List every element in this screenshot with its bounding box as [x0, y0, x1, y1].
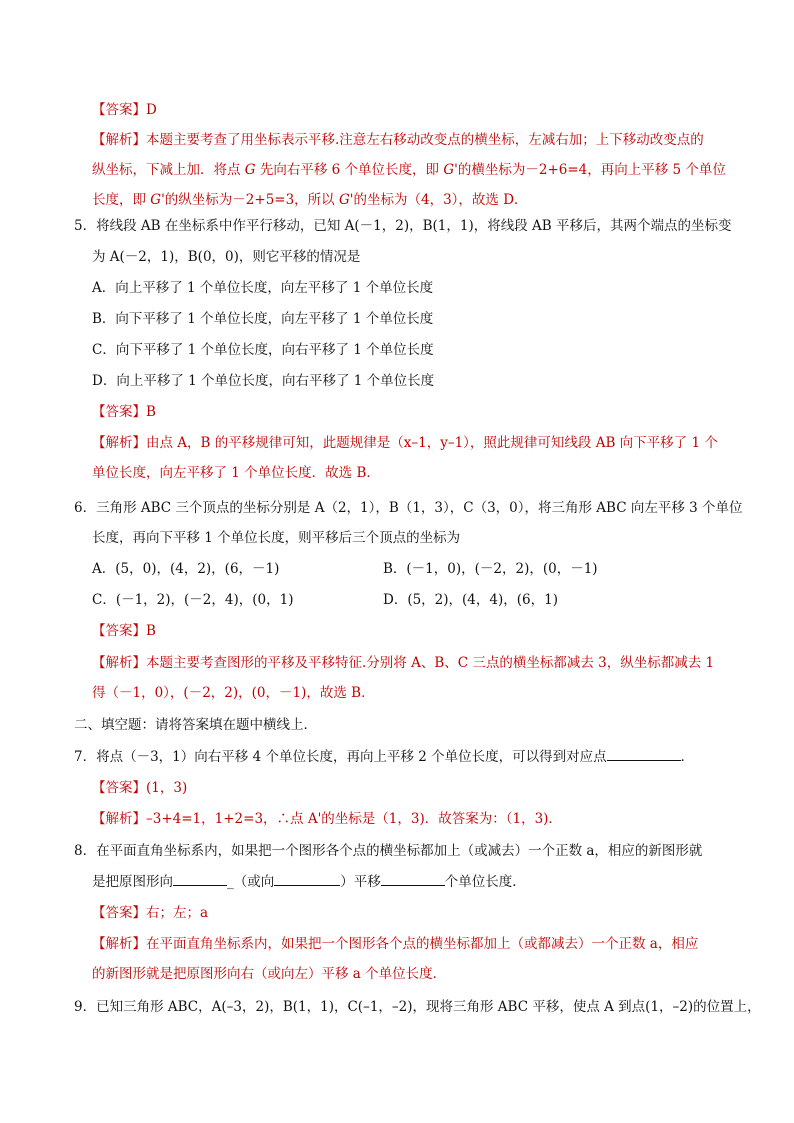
option-c — [92, 591, 293, 609]
analysis-line — [92, 684, 375, 702]
question-text: 三角形 ABC 三个顶点的坐标分别是 A（2，1），B（1，3），C（3，0），将三角形 ABC 向左平移 3 个单位 — [96, 500, 743, 516]
question-number: 7． — [74, 749, 97, 765]
question-number: 6． — [74, 500, 97, 516]
answer-line-5 — [92, 403, 156, 421]
option-text: B．(－1，0)，(－2，2)，(0，－1) — [383, 561, 598, 577]
option-c — [92, 341, 434, 359]
section-heading — [74, 716, 317, 734]
question-number: 8． — [74, 843, 97, 859]
analysis-text: G' — [338, 192, 354, 208]
question-text: 个单位长度． — [444, 874, 526, 890]
analysis-line — [92, 161, 726, 179]
analysis-text: 本题主要考查了用坐标表示平移.注意左右移动改变点的横坐标，左减右加；上下移动改变点的 — [146, 132, 704, 148]
option-text: D．向上平移了 1 个单位长度，向右平移了 1 个单位长度 — [92, 373, 435, 389]
answer-value: D — [146, 102, 157, 118]
option-b — [383, 560, 598, 578]
answer-value: B — [146, 404, 156, 420]
option-d — [92, 372, 434, 390]
question-text: ． — [680, 749, 695, 765]
answer-tag: 【答案】 — [92, 780, 146, 796]
answer-line-4 — [92, 101, 157, 119]
analysis-line — [92, 810, 562, 828]
option-text: D．(5，2)，(4，4)，(6，1) — [383, 592, 558, 608]
analysis-line — [92, 434, 718, 452]
question-5-stem-cont — [92, 248, 360, 266]
option-text: A．(5，0)，(4，2)，(6，－1) — [92, 561, 280, 577]
analysis-text: 单位长度，向左平移了 1 个单位长度．故选 B． — [92, 465, 380, 481]
analysis-text: 得（－1，0），(－2，2)，(0，－1)，故选 B． — [92, 685, 375, 701]
question-text: ）平移 — [340, 874, 381, 890]
option-text: C．向下平移了 1 个单位长度，向右平移了 1 个单位长度 — [92, 342, 434, 358]
section-title: 二、填空题：请将答案填在题中横线上． — [74, 717, 317, 733]
question-text: 已知三角形 ABC，A(–3，2)，B(1，1)，C(–1，–2)，现将三角形 ABC 平移，使点 A 到点(1，–2)的位置上， — [96, 999, 761, 1015]
answer-value: (1，3) — [146, 780, 188, 796]
analysis-text: G — [244, 162, 256, 178]
question-8-stem-cont — [92, 873, 526, 891]
question-number: 5． — [74, 218, 97, 234]
option-a — [92, 560, 279, 578]
answer-line-7 — [92, 779, 187, 797]
answer-blank[interactable] — [274, 873, 340, 886]
analysis-tag: 【解析】 — [92, 132, 146, 148]
analysis-line — [92, 191, 528, 209]
answer-line-6 — [92, 622, 156, 640]
analysis-text: G' — [443, 162, 458, 178]
answer-blank[interactable] — [607, 748, 681, 761]
option-text: B．向下平移了 1 个单位长度，向左平移了 1 个单位长度 — [92, 311, 434, 327]
option-text: C．(－1，2)，(－2，4)，(0，1) — [92, 592, 294, 608]
analysis-text: –3+4=1，1+2=3，∴点 A'的坐标是（1，3)．故答案为：（1，3)． — [146, 811, 562, 827]
answer-blank[interactable] — [381, 873, 445, 886]
option-a — [92, 279, 433, 297]
analysis-text: 的新图形就是把原图形向右（或向左）平移 a 个单位长度． — [92, 966, 447, 982]
question-6-stem — [74, 499, 743, 517]
question-text: _（或向 — [227, 874, 275, 890]
question-text: 长度，再向下平移 1 个单位长度，则平移后三个顶点的坐标为 — [92, 530, 461, 546]
analysis-tag: 【解析】 — [92, 655, 146, 671]
analysis-text: 在平面直角坐标系内，如果把一个图形各个点的横坐标都加上（或都减去）一个正数 a，相应 — [146, 936, 699, 952]
analysis-text: 纵坐标，下减上加．将点 — [92, 162, 245, 178]
analysis-line — [92, 464, 380, 482]
answer-value: B — [146, 623, 156, 639]
answer-line-8 — [92, 904, 208, 922]
question-text: 是把原图形向 — [92, 874, 173, 890]
question-text: 为 A(－2，1)，B(0，0)，则它平移的情况是 — [92, 249, 361, 265]
analysis-text: G' — [150, 192, 165, 208]
answer-tag: 【答案】 — [92, 404, 146, 420]
answer-tag: 【答案】 — [92, 905, 146, 921]
question-9-stem — [74, 998, 761, 1016]
analysis-text: 由点 A，B 的平移规律可知，此题规律是（x–1，y–1），照此规律可知线段 AB 向下平移了 1 个 — [146, 435, 718, 451]
analysis-text: 的纵坐标为－2+5=3，所以 — [164, 192, 339, 208]
analysis-tag: 【解析】 — [92, 811, 146, 827]
question-text: 在平面直角坐标系内，如果把一个图形各个点的横坐标都加上（或减去）一个正数 a，相应的新图形就 — [96, 843, 703, 859]
analysis-line — [92, 131, 704, 149]
answer-tag: 【答案】 — [92, 102, 146, 118]
analysis-text: 的坐标为（4，3），故选 D． — [353, 192, 528, 208]
analysis-line — [92, 935, 698, 953]
question-number: 9． — [74, 999, 97, 1015]
option-text: A．向上平移了 1 个单位长度，向左平移了 1 个单位长度 — [92, 280, 434, 296]
analysis-text: 的横坐标为－2+6=4，再向上平移 5 个单位 — [457, 162, 726, 178]
question-8-stem — [74, 842, 702, 860]
analysis-text: 本题主要考查图形的平移及平移特征.分别将 A、B、C 三点的横坐标都减去 3，纵坐标都减去 1 — [146, 655, 715, 671]
question-5-stem — [74, 217, 731, 235]
question-text: 将点（－3，1）向右平移 4 个单位长度，再向上平移 2 个单位长度，可以得到对应点 — [96, 749, 607, 765]
analysis-text: 先向右平移 6 个单位长度，即 — [255, 162, 444, 178]
analysis-line — [92, 654, 714, 672]
question-text: 将线段 AB 在坐标系中作平行移动，已知 A(－1，2)，B(1，1)，将线段 AB 平移后，其两个端点的坐标变 — [96, 218, 732, 234]
answer-blank[interactable] — [173, 873, 227, 886]
option-d — [383, 591, 558, 609]
analysis-line — [92, 965, 446, 983]
answer-value: 右；左；a — [146, 905, 209, 921]
question-7-stem — [74, 748, 694, 766]
option-b — [92, 310, 433, 328]
analysis-tag: 【解析】 — [92, 435, 146, 451]
analysis-tag: 【解析】 — [92, 936, 146, 952]
analysis-text: 长度，即 — [92, 192, 151, 208]
question-6-stem-cont — [92, 529, 460, 547]
answer-tag: 【答案】 — [92, 623, 146, 639]
